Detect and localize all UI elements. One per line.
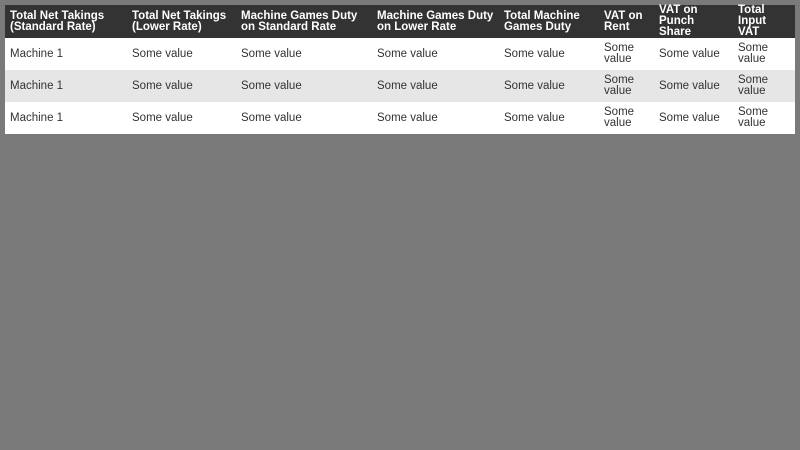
- machine-games-duty-table: [5, 5, 795, 134]
- header-mgd-standard-rate: Machine Games Duty on Standard Rate: [241, 9, 358, 33]
- cell-machine: Machine 1: [10, 111, 64, 124]
- cell-total-mgd: Some value: [504, 47, 565, 60]
- header-vat-on-punch-share: VAT on Punch Share: [659, 4, 698, 38]
- header-mgd-lower-rate: Machine Games Duty on Lower Rate: [377, 9, 494, 33]
- table-row: [5, 102, 795, 134]
- cell-total-net-takings-lower: Some value: [132, 47, 193, 60]
- header-total-net-takings-standard: Total Net Takings (Standard Rate): [10, 9, 105, 33]
- cell-machine: Machine 1: [10, 79, 64, 92]
- header-total-net-takings-lower: Total Net Takings (Lower Rate): [132, 9, 227, 33]
- cell-vat-on-punch-share: Some value: [659, 79, 720, 92]
- cell-total-input-vat: Some value: [738, 74, 769, 97]
- table-body: [5, 38, 795, 134]
- cell-vat-on-punch-share: Some value: [659, 47, 720, 60]
- cell-total-mgd: Some value: [504, 79, 565, 92]
- cell-vat-on-rent: Some value: [604, 106, 635, 129]
- cell-vat-on-rent: Some value: [604, 42, 635, 65]
- cell-mgd-lower-rate: Some value: [377, 47, 438, 60]
- cell-total-net-takings-lower: Some value: [132, 79, 193, 92]
- cell-vat-on-rent: Some value: [604, 74, 635, 97]
- cell-machine: Machine 1: [10, 47, 64, 60]
- cell-total-net-takings-lower: Some value: [132, 111, 193, 124]
- cell-total-input-vat: Some value: [738, 42, 769, 65]
- header-row: [5, 5, 795, 38]
- header-total-mgd: Total Machine Games Duty: [504, 9, 580, 33]
- cell-total-mgd: Some value: [504, 111, 565, 124]
- cell-mgd-lower-rate: Some value: [377, 79, 438, 92]
- cell-mgd-lower-rate: Some value: [377, 111, 438, 124]
- header-total-input-vat: Total Input VAT: [738, 4, 767, 38]
- header-vat-on-rent: VAT on Rent: [604, 9, 643, 33]
- table-row: [5, 70, 795, 102]
- machine-games-duty-table-container: [5, 5, 795, 134]
- cell-mgd-standard-rate: Some value: [241, 47, 302, 60]
- cell-vat-on-punch-share: Some value: [659, 111, 720, 124]
- table-row: [5, 38, 795, 70]
- cell-total-input-vat: Some value: [738, 106, 769, 129]
- table-header: [5, 5, 795, 38]
- cell-mgd-standard-rate: Some value: [241, 111, 302, 124]
- cell-mgd-standard-rate: Some value: [241, 79, 302, 92]
